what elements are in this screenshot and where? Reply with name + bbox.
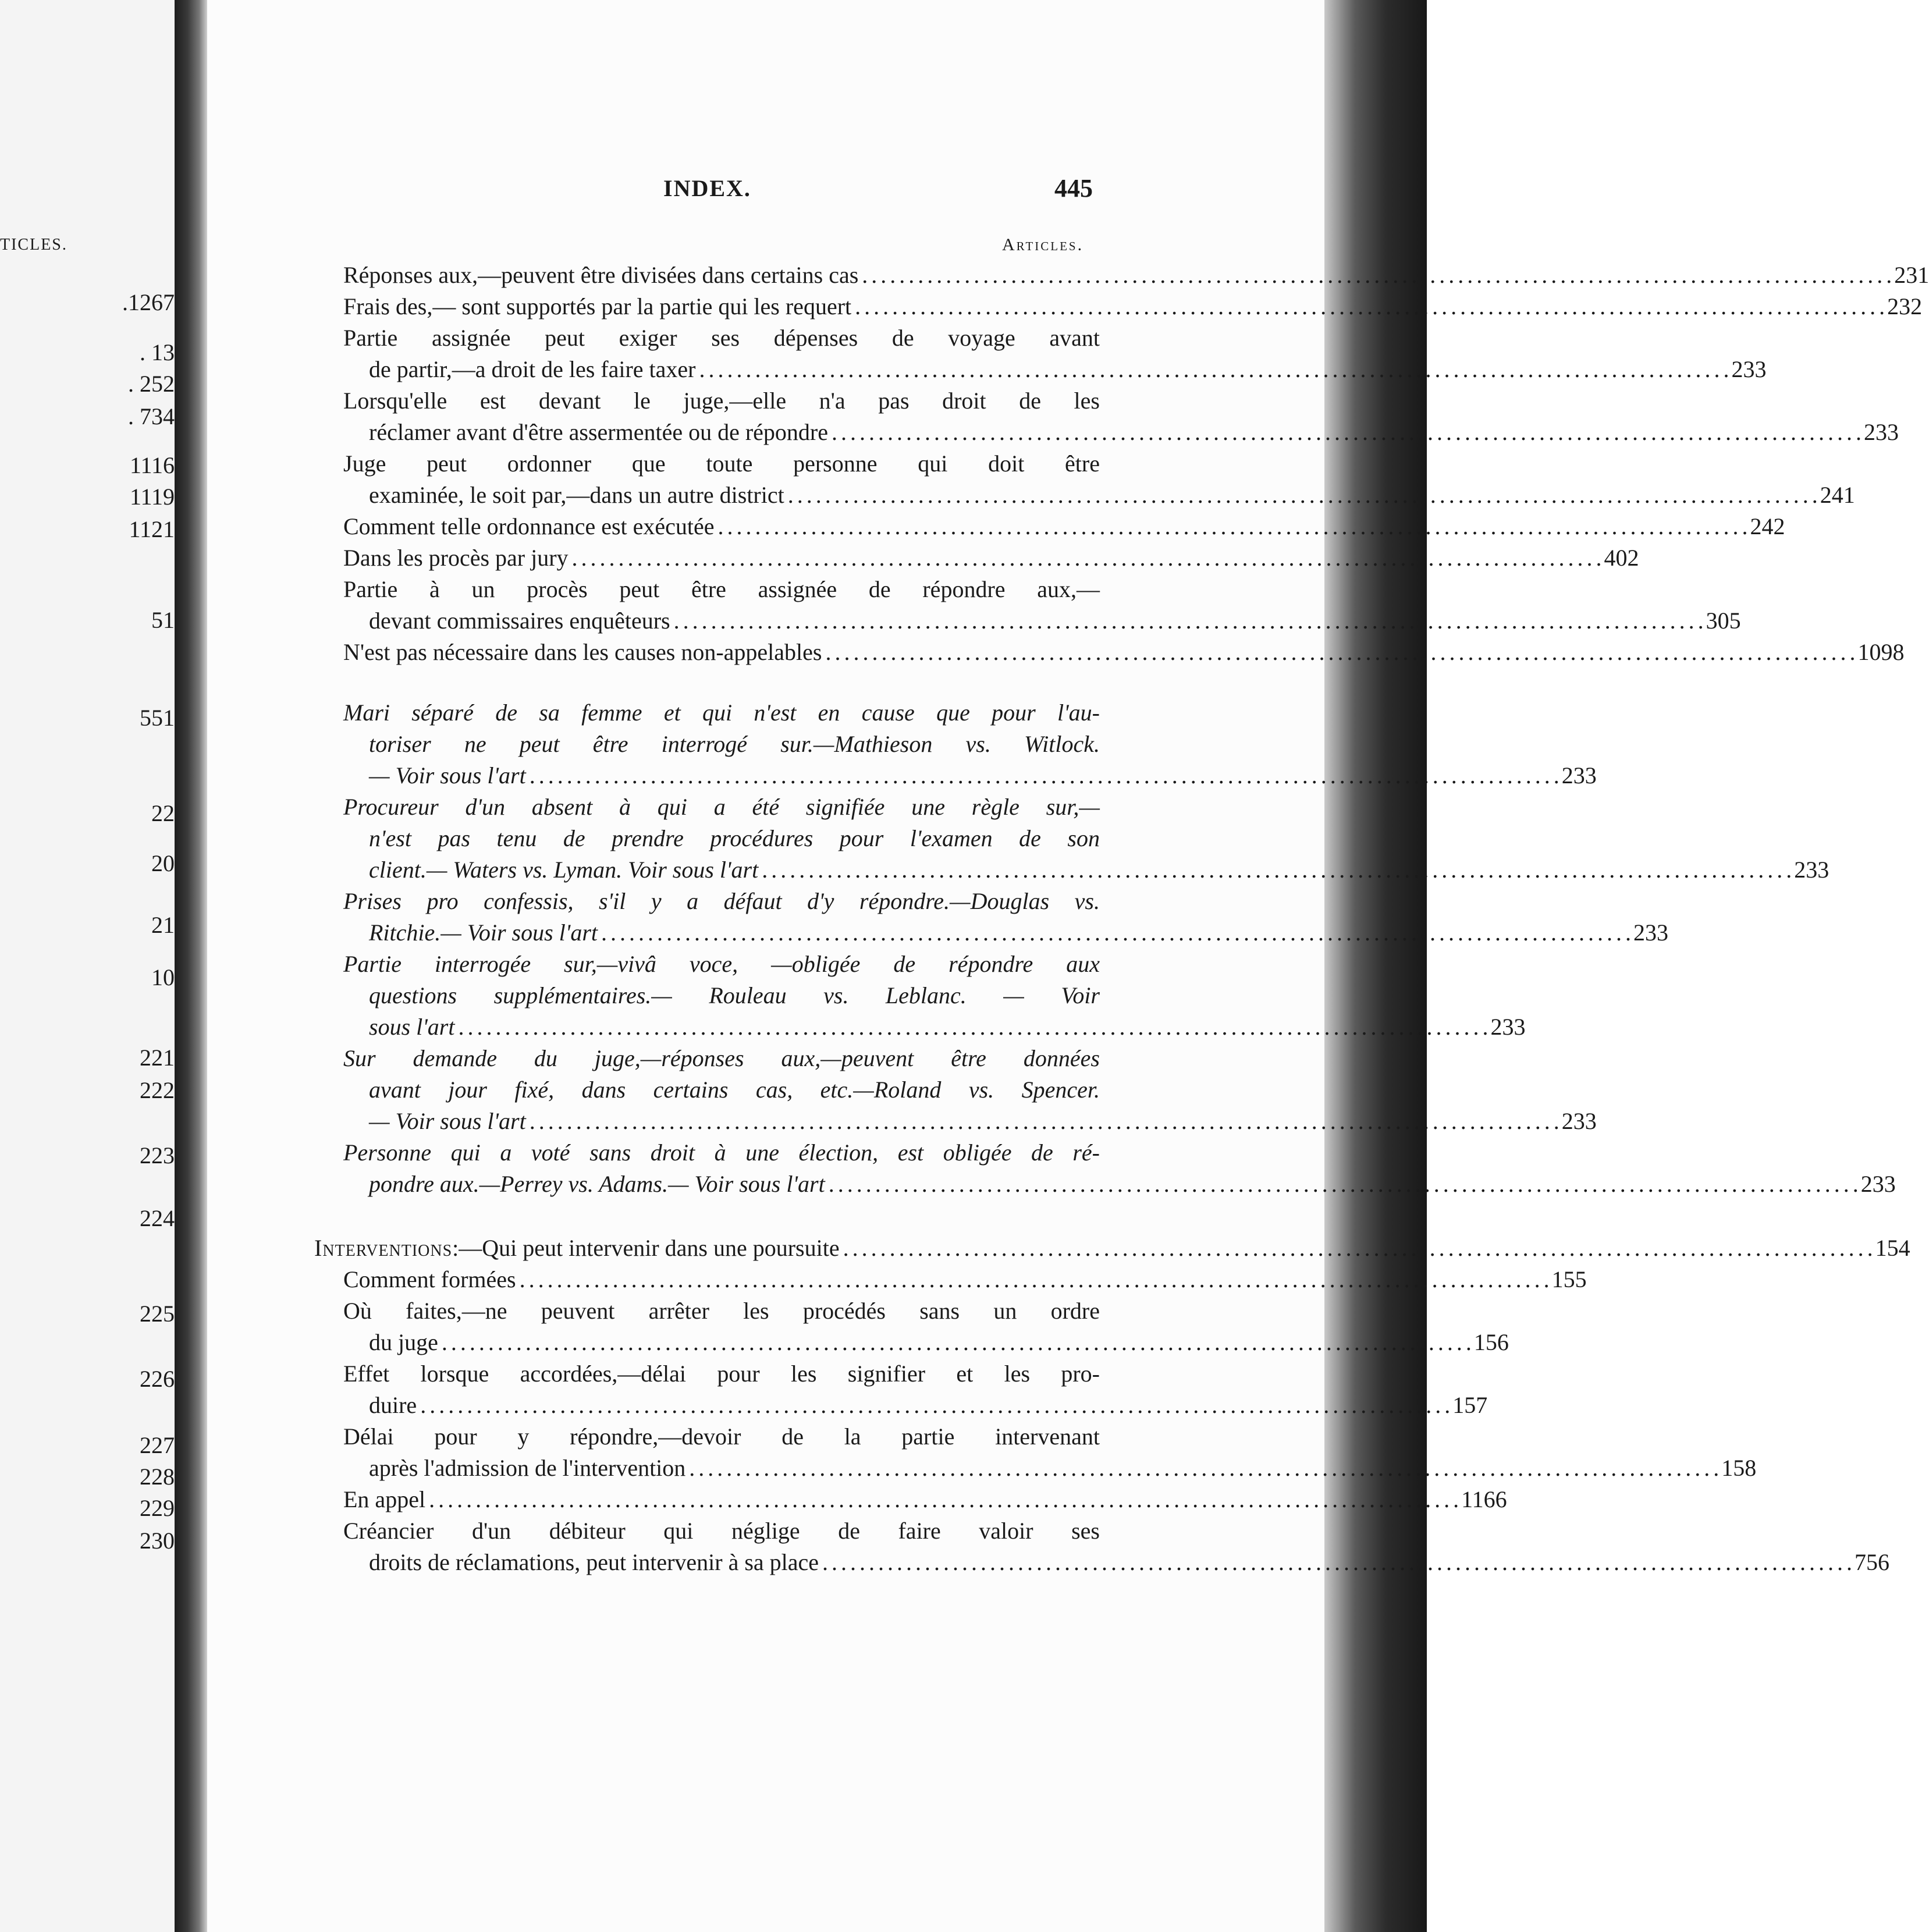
left-page-number: 1119 [129,484,175,510]
index-line [343,980,1100,1011]
index-line [343,322,1100,354]
index-entry [343,1264,1587,1295]
index-line-text: réclamer avant d'être assermentée ou de répondre [369,419,829,445]
index-line-text: Comment formées [343,1266,516,1292]
left-page-number: 51 [151,607,175,633]
leader-dots [699,354,1728,385]
article-number: 232 [1887,293,1923,319]
left-page-fragment [0,0,175,1932]
index-entry [343,260,1929,291]
section-heading: Interventions [314,1235,453,1261]
index-line-text: Comment telle ordonnance est exécutée [343,513,715,539]
index-entry [343,511,1785,542]
left-page-column-header: TICLES. [0,236,68,254]
article-number: 241 [1820,482,1855,508]
left-page-number: 224 [140,1205,175,1231]
index-line-text: client.— Waters vs. Lyman. Voir sous l'art [369,857,759,883]
article-number: 1098 [1857,639,1905,665]
index-entry [343,291,1923,322]
index-line [343,760,1597,791]
index-line [343,1295,1100,1327]
article-number: 756 [1855,1549,1890,1575]
index-line [343,1169,1896,1200]
leader-dots [429,1484,1458,1515]
index-line-text: Délai pour y répondre,—devoir de la partie intervenant [343,1423,1100,1450]
index-entry [343,949,1526,1043]
index-line-text: pondre aux.—Perrey vs. Adams.— Voir sous l'art [369,1171,825,1197]
left-page-number: 22 [151,800,175,826]
index-line-text: Créancier d'un débiteur qui néglige de faire valoir ses [343,1518,1100,1544]
index-line [343,1421,1100,1452]
index-line [343,949,1100,980]
interventions-section [314,1233,1910,1578]
leader-dots [718,511,1747,542]
leader-dots [788,480,1817,511]
leader-dots [458,1011,1487,1043]
leader-dots [420,1390,1449,1421]
left-page-number: 21 [151,912,175,938]
index-line [343,637,1905,668]
leader-dots [822,1547,1851,1578]
left-page-number: 223 [140,1142,175,1169]
index-line-text: — Voir sous l'art [369,1108,526,1134]
article-number: 233 [1731,356,1767,382]
leader-dots [674,605,1703,637]
running-head-title: INDEX. [663,175,751,201]
index-line [343,1074,1100,1106]
index-line [343,385,1100,417]
index-entry [343,322,1767,385]
leader-dots [442,1327,1470,1358]
index-entry [343,1484,1507,1515]
index-line-text: avant jour fixé, dans certains cas, etc.—Roland vs. Spencer. [369,1077,1100,1103]
index-entry [343,886,1669,949]
article-number: 233 [1633,919,1669,946]
index-line-text: Ritchie.— Voir sous l'art [369,919,598,946]
left-page-number: 1116 [129,452,175,478]
index-line [343,1547,1890,1578]
index-line [343,605,1741,637]
article-number: 233 [1561,762,1597,789]
index-line-text: devant commissaires enquêteurs [369,608,670,634]
article-number: 158 [1721,1455,1757,1481]
article-number: 154 [1875,1235,1910,1261]
index-line-text: N'est pas nécessaire dans les causes non-appelables [343,639,822,665]
index-line-text: Sur demande du juge,—réponses aux,—peuvent être données [343,1045,1100,1071]
left-page-number: . 252 [128,371,175,397]
index-line [343,1264,1587,1295]
index-line [343,1106,1597,1137]
leader-dots [601,917,1630,949]
index-line-text: Juge peut ordonner que toute personne qui doit être [343,450,1100,477]
index-line-text: Réponses aux,—peuvent être divisées dans certains cas [343,262,859,288]
index-line-text: Mari séparé de sa femme et qui n'est en cause que pour l'au- [343,699,1100,726]
leader-dots [862,260,1891,291]
interventions-entries [314,1264,1890,1578]
left-page-number: 225 [140,1301,175,1327]
article-number: 233 [1794,857,1829,883]
index-line-text: Partie assignée peut exiger ses dépenses de voyage avant [343,325,1100,351]
index-line-text: droits de réclamations, peut intervenir à sa place [369,1549,819,1575]
index-line [343,791,1100,823]
index-line-text: Où faites,—ne peuvent arrêter les procédés sans un ordre [343,1298,1100,1324]
index-entries [343,260,1929,668]
leader-dots [530,760,1558,791]
leader-dots [530,1106,1558,1137]
leader-dots [689,1452,1718,1484]
index-line-text: En appel [343,1486,426,1512]
index-line-text: Frais des,— sont supportés par la partie qui les requert [343,293,852,319]
index-line [343,886,1100,917]
index-entry [343,637,1905,668]
leader-dots [829,1169,1857,1200]
index-entry [343,448,1855,511]
index-line-text: Effet lorsque accordées,—délai pour les signifier et les pro- [343,1361,1100,1387]
leader-dots [843,1233,1872,1264]
index-line [314,1233,1910,1264]
index-line-text: Personne qui a voté sans droit à une élection, est obligée de ré- [343,1139,1100,1166]
index-line [343,1327,1509,1358]
index-entry [343,1137,1896,1200]
index-line-text: sous l'art [369,1014,455,1040]
index-line [343,1043,1100,1074]
left-page-number: 230 [140,1528,175,1554]
left-page-number: 1121 [129,516,175,542]
article-number: 233 [1490,1014,1526,1040]
index-line [343,1452,1757,1484]
index-line-text: Prises pro confessis, s'il y a défaut d'y répondre.—Douglas vs. [343,888,1100,914]
index-line-text: duire [369,1392,417,1418]
left-page-number: 228 [140,1464,175,1490]
index-entry [343,385,1899,448]
left-page-number: 551 [140,705,175,731]
articles-column-header: Articles. [1002,235,1084,254]
leader-dots [855,291,1884,322]
index-line-text: de partir,—a droit de les faire taxer [369,356,696,382]
index-line [343,511,1785,542]
index-entry [343,542,1639,574]
index-line-text: :—Qui peut intervenir dans une poursuite [452,1235,840,1261]
index-line [343,697,1100,729]
index-entry [343,1358,1488,1421]
left-page-number: 226 [140,1366,175,1392]
left-page-number: 20 [151,850,175,876]
index-line-text: Partie interrogée sur,—vivâ voce, —obligée de répondre aux [343,951,1100,977]
index-entry [343,1421,1757,1484]
index-entry [343,574,1741,637]
index-line [343,729,1100,760]
index-line [343,354,1767,385]
index-line-text: Lorsqu'elle est devant le juge,—elle n'a pas droit de les [343,388,1100,414]
left-page-number: . 734 [128,403,175,429]
leader-dots [832,417,1860,448]
article-number: 157 [1452,1392,1488,1418]
article-number: 233 [1860,1171,1896,1197]
index-line [343,480,1855,511]
article-number: 1166 [1461,1486,1507,1512]
case-law-entries [343,697,1896,1200]
article-number: 155 [1551,1266,1587,1292]
index-line [343,1358,1100,1390]
index-line [343,260,1929,291]
leader-dots [520,1264,1548,1295]
index-entry [343,1043,1597,1137]
left-page-number: 229 [140,1495,175,1521]
article-number: 242 [1750,513,1785,539]
leader-dots [825,637,1854,668]
index-line-text: questions supplémentaires.— Rouleau vs. Leblanc. — Voir [369,982,1100,1008]
index-line [343,574,1100,605]
index-line [343,542,1639,574]
article-number: 231 [1894,262,1929,288]
index-line [343,823,1100,854]
index-line [343,1484,1507,1515]
index-line [343,1011,1526,1043]
left-page-number: 221 [140,1045,175,1071]
article-number: 156 [1473,1329,1509,1355]
index-line-text: — Voir sous l'art [369,762,526,789]
article-number: 233 [1561,1108,1597,1134]
page-number: 445 [1054,174,1093,203]
index-line [343,917,1669,949]
index-line [343,417,1899,448]
index-line-text: Partie à un procès peut être assignée de répondre aux,— [343,576,1100,602]
article-number: 233 [1864,419,1899,445]
book-gutter [175,0,207,1932]
index-entry [343,697,1597,791]
leader-dots [762,854,1791,886]
index-line-text: Dans les procès par jury [343,545,569,571]
left-page-number: . 13 [140,339,175,365]
index-line-text: du juge [369,1329,438,1355]
left-page-number: .1267 [122,289,175,315]
index-line-text: examinée, le soit par,—dans un autre district [369,482,784,508]
index-line [343,448,1100,480]
index-entry [343,1515,1890,1578]
index-line-text: Procureur d'un absent à qui a été signifiée une règle sur,— [343,794,1100,820]
index-entry [343,1295,1509,1358]
index-line-text: toriser ne peut être interrogé sur.—Mathieson vs. Witlock. [369,731,1100,757]
left-page-number: 222 [140,1077,175,1103]
index-line [343,854,1829,886]
index-line [343,291,1923,322]
left-page-number: 227 [140,1432,175,1458]
article-number: 402 [1604,545,1639,571]
index-line [343,1515,1100,1547]
leader-dots [572,542,1601,574]
index-line [343,1137,1100,1169]
index-entry [343,791,1829,886]
article-number: 305 [1706,608,1741,634]
left-page-number: 10 [151,964,175,990]
index-line [343,1390,1488,1421]
index-line-text: après l'admission de l'intervention [369,1455,686,1481]
index-line-text: n'est pas tenu de prendre procédures pour l'examen de son [369,825,1100,851]
